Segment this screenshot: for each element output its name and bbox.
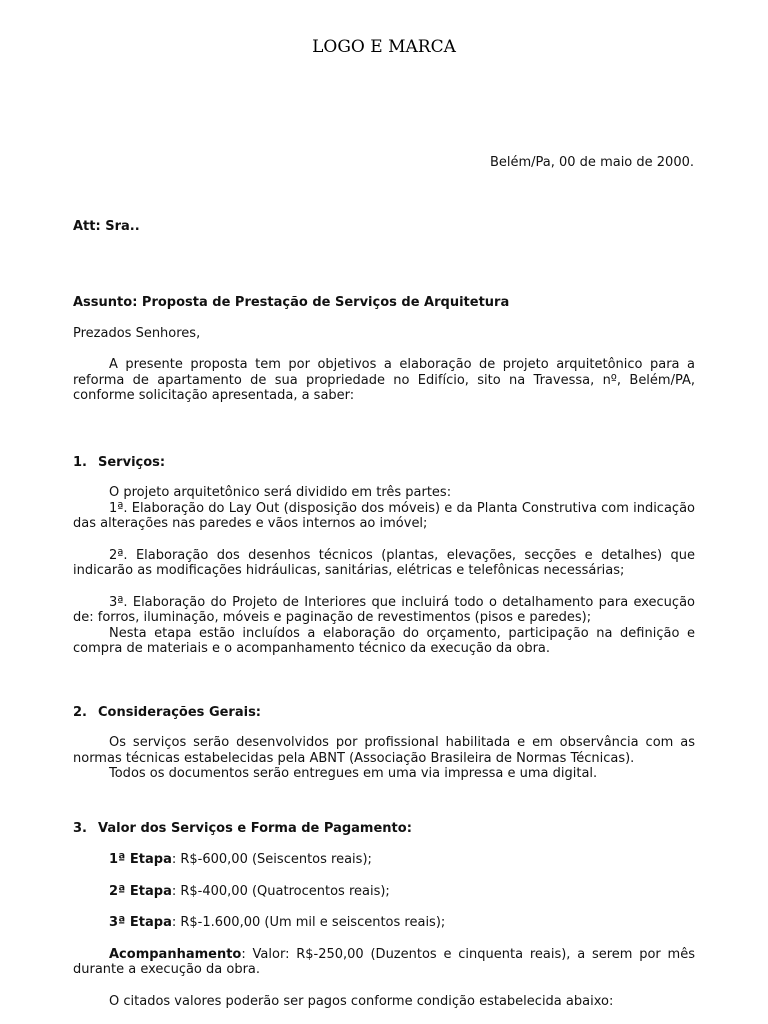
services-paragraph: Nesta etapa estão incluídos a elaboração do orçamento, participação na definição e compra de materiais e o acompanhamento técnico da execução da obra. [73, 625, 695, 656]
services-paragraph: 1ª. Elaboração do Lay Out (disposição dos móveis) e da Planta Construtiva com indicação das alterações nas paredes e vãos internos ao imóvel; [73, 500, 695, 531]
section-heading-services [73, 455, 695, 471]
subject-line: Assunto: Proposta de Prestação de Serviços de Arquitetura [73, 295, 510, 310]
attention-line: Att: Sra.. [73, 219, 140, 234]
payment-item [73, 852, 695, 868]
section-heading-payment [73, 821, 695, 837]
payment-item-label: 2ª Etapa [109, 883, 172, 899]
payment-item [73, 884, 695, 900]
payment-item [73, 915, 695, 931]
section-title: Valor dos Serviços e Forma de Pagamento: [98, 820, 412, 836]
considerations-paragraph: Todos os documentos serão entregues em uma via impressa e uma digital. [109, 766, 598, 781]
payment-item-value: : R$-400,00 (Quatrocentos reais); [171, 883, 390, 899]
payment-item-value: : R$-600,00 (Seiscentos reais); [171, 852, 372, 867]
logo-text: LOGO E MARCA [312, 37, 456, 57]
section-title: Serviços: [98, 454, 166, 470]
letter-body [73, 295, 695, 1009]
section-number: 2. [73, 704, 87, 720]
date-line: Belém/Pa, 00 de maio de 2000. [489, 155, 694, 170]
services-paragraph: O projeto arquitetônico será dividido em três partes: [109, 485, 452, 500]
greeting: Prezados Senhores, [73, 325, 201, 341]
section-title: Considerações Gerais: [98, 704, 262, 720]
services-paragraph: 3ª. Elaboração do Projeto de Interiores que incluirá todo o detalhamento para execução de: forros, iluminação, móveis e paginação de revestimentos (pisos e paredes); [73, 594, 695, 625]
payment-item-value: : R$-1.600,00 (Um mil e seiscentos reais); [171, 915, 446, 930]
payment-item [73, 947, 695, 978]
section-number: 1. [73, 454, 87, 470]
section-number: 3. [73, 820, 87, 836]
payment-item-label: 3ª Etapa [109, 915, 172, 930]
considerations-paragraph: Os serviços serão desenvolvidos por profissional habilitada e em observância com as normas técnicas estabelecidas pela ABNT (Associação Brasileira de Normas Técnicas). [73, 735, 695, 766]
section-heading-considerations [73, 705, 695, 721]
services-paragraph: 2ª. Elaboração dos desenhos técnicos (plantas, elevações, secções e detalhes) que indicarão as modificações hidráulicas, sanitárias, elétricas e telefônicas necessárias; [73, 547, 695, 578]
payment-closing: O citados valores poderão ser pagos conforme condição estabelecida abaixo: [109, 993, 614, 1009]
payment-item-label: Acompanhamento [109, 946, 242, 962]
intro-paragraph: A presente proposta tem por objetivos a elaboração de projeto arquitetônico para a reforma de apartamento de sua propriedade no Edifício, sito na Travessa, nº, Belém/PA, conforme solicitação apresentada, a saber: [73, 357, 695, 403]
payment-item-label: 1ª Etapa [109, 852, 172, 867]
payment-item-value: : Valor: R$-250,00 (Duzentos e cinquenta reais), a serem por mês durante a execução da obra. [73, 946, 695, 977]
